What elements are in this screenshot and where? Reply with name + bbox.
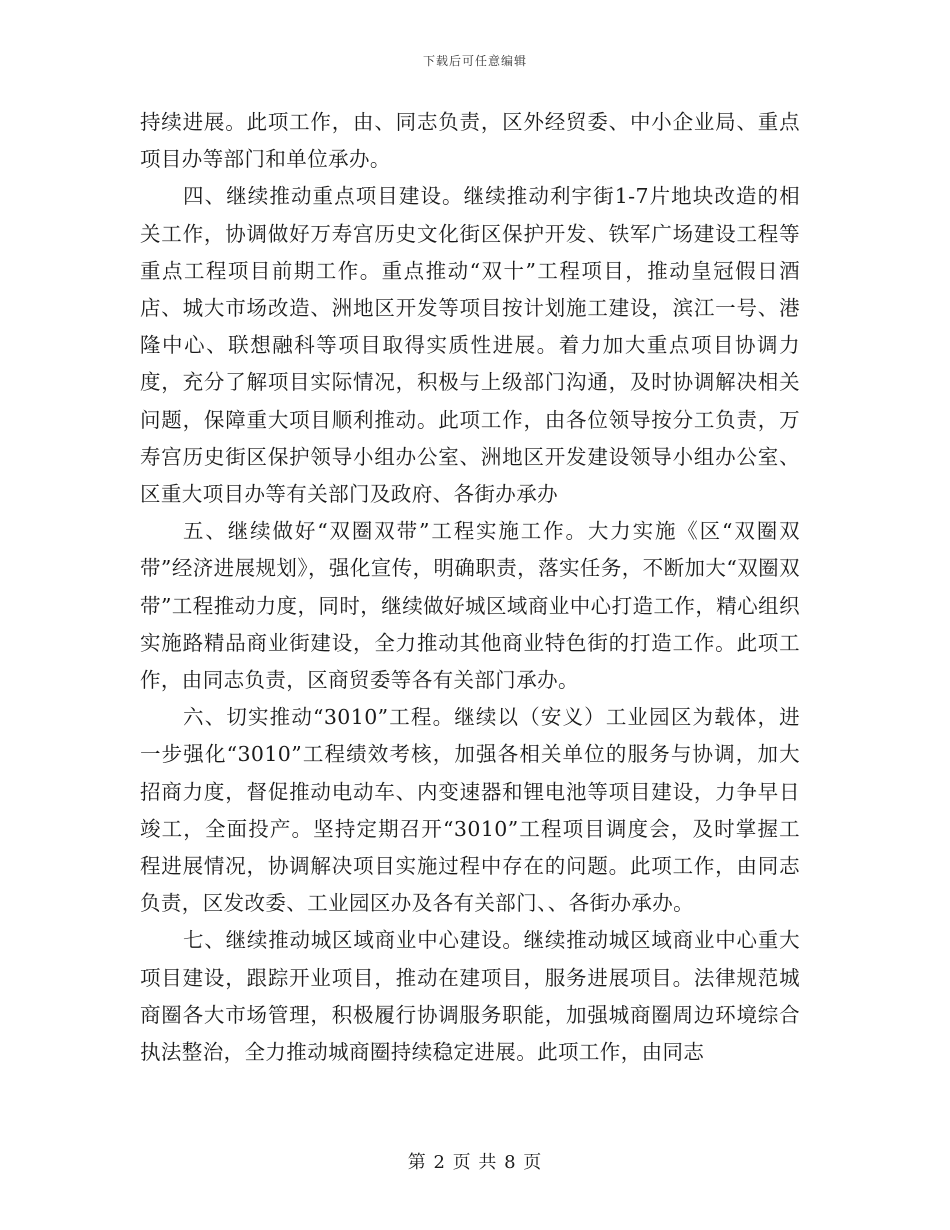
paragraph-continuation: 持续进展。此项工作，由、同志负责，区外经贸委、中小企业局、重点项目办等部门和单位承办。	[140, 110, 800, 172]
document-body	[140, 104, 800, 1071]
paragraph-section-5: 五、继续做好“双圈双带”工程实施工作。大力实施《区“双圈双带”经济进展规划》，强化宣传，明确职责，落实任务，不断加大“双圈双带”工程推动力度，同时，继续做好城区域商业中心打造工作，精心组织实施路精品商业街建设，全力推动其他商业特色街的打造工作。此项工作，由同志负责，区商贸委等各有关部门承办。	[140, 519, 800, 693]
paragraph-section-6: 六、切实推动“3010”工程。继续以（安义）工业园区为载体，进一步强化“3010”工程绩效考核，加强各相关单位的服务与协调，加大招商力度，督促推动电动车、内变速器和锂电池等项目建设，力争早日竣工，全面投产。坚持定期召开“3010”工程项目调度会，及时掌握工程进展情况，协调解决项目实施过程中存在的问题。此项工作，由同志负责，区发改委、工业园区办及各有关部门、、各街办承办。	[140, 705, 800, 916]
header-note: 下载后可任意编辑	[422, 54, 527, 68]
paragraph-section-4: 四、继续推动重点项目建设。继续推动利宇街1-7片地块改造的相关工作，协调做好万寿宫历史文化街区保护开发、铁军广场建设工程等重点工程项目前期工作。重点推动“双十”工程项目，推动皇冠假日酒店、城大市场改造、洲地区开发等项目按计划施工建设，滨江一号、港隆中心、联想融科等项目取得实质性进展。着力加大重点项目协调力度，充分了解项目实际情况，积极与上级部门沟通，及时协调解决相关问题，保障重大项目顺利推动。此项工作，由各位领导按分工负责，万寿宫历史街区保护领导小组办公室、洲地区开发建设领导小组办公室、区重大项目办等有关部门及政府、各街办承办	[140, 184, 800, 507]
page-number-footer: 第 2 页 共 8 页	[407, 1152, 543, 1173]
paragraph-section-7: 七、继续推动城区域商业中心建设。继续推动城区域商业中心重大项目建设，跟踪开业项目，推动在建项目，服务进展项目。法律规范城商圈各大市场管理，积极履行协调服务职能，加强城商圈周边环境综合执法整治，全力推动城商圈持续稳定进展。此项工作，由同志	[140, 928, 800, 1065]
